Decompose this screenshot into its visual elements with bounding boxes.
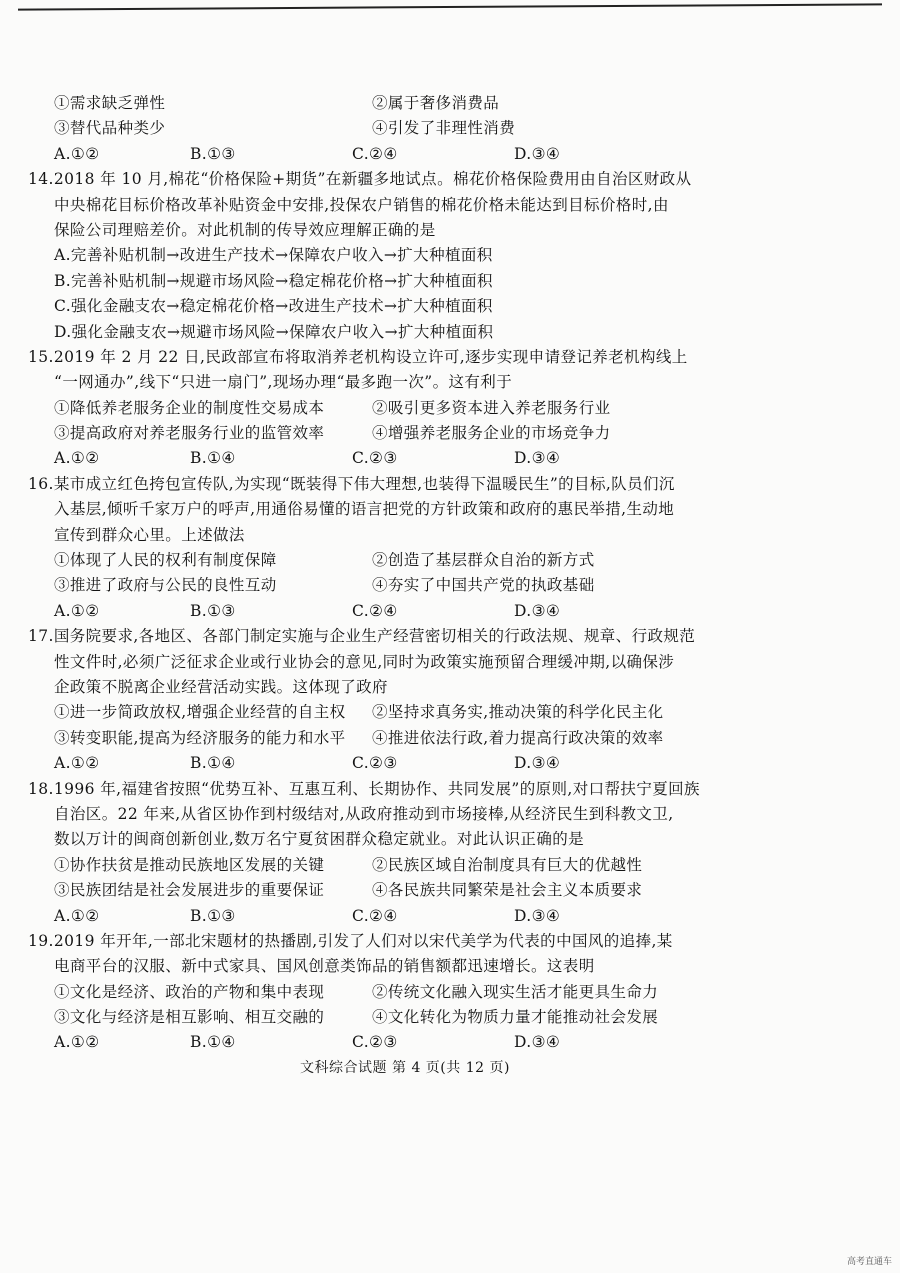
q18-items-row-2 [28, 878, 858, 903]
corner-watermark: 高考直通车 [846, 1257, 892, 1267]
q15-option-3: ③提高政府对养老服务行业的监管效率 [54, 424, 325, 443]
choice-d: D.③④ [514, 1033, 561, 1052]
q16-items-row-1 [28, 548, 858, 573]
page-number-label: 文科综合试题 第 4 页(共 12 页) [300, 1060, 510, 1076]
q18-option-4: ④各民族共同繁荣是社会主义本质要求 [372, 881, 643, 900]
choice-c: C.②③ [352, 754, 398, 773]
q16-items-row-2 [28, 573, 858, 598]
q15-items-row-1 [28, 396, 858, 421]
q17-stem-line-1: 17.国务院要求,各地区、各部门制定实施与企业生产经营密切相关的行政法规、规章、行政规范 [28, 627, 696, 646]
q16-option-4: ④夯实了中国共产党的执政基础 [372, 576, 595, 595]
q18-choices [28, 904, 858, 929]
q18-stem-line-3: 数以万计的闽商创新创业,数万名宁夏贫困群众稳定就业。对此认识正确的是 [54, 830, 585, 849]
q17-option-4: ④推进依法行政,着力提高行政决策的效率 [372, 728, 664, 747]
q17-choices [28, 751, 858, 776]
q13-choices [28, 142, 858, 167]
q17-option-1: ①进一步简政放权,增强企业经营的自主权 [54, 703, 346, 722]
choice-c: C.②③ [352, 449, 398, 468]
choice-b: B.①④ [190, 754, 236, 773]
q19-stem-line-2: 电商平台的汉服、新中式家具、国风创意类饰品的销售额都迅速增长。这表明 [54, 957, 595, 976]
q15-option-1: ①降低养老服务企业的制度性交易成本 [54, 398, 325, 417]
q17-stem-line-2: 性文件时,必须广泛征求企业或行业协会的意见,同时为政策实施预留合理缓冲期,以确保涉 [54, 652, 675, 671]
choice-c: C.②④ [352, 144, 398, 163]
q14-stem-line-3: 保险公司理赔差价。对此机制的传导效应理解正确的是 [54, 220, 436, 239]
q14-choice-b: B.完善补贴机制→规避市场风险→稳定棉花价格→扩大种植面积 [54, 271, 493, 290]
q19-stem-line-1: 19.2019 年开年,一部北宋题材的热播剧,引发了人们对以宋代美学为代表的中国风的追捧,某 [28, 931, 673, 950]
q19-items-row-1 [28, 980, 858, 1005]
choice-d: D.③④ [514, 144, 561, 163]
choice-c: C.②④ [352, 601, 398, 620]
q13-option-1: ①需求缺乏弹性 [54, 94, 166, 112]
q13-items-row-1 [28, 91, 858, 116]
q16-stem-line-3: 宣传到群众心里。上述做法 [54, 525, 245, 544]
q17-items-row-1 [28, 700, 858, 725]
q15-choices [28, 446, 858, 471]
q14-stem-line-2: 中央棉花目标价格改革补贴资金中安排,投保农户销售的棉花价格未能达到目标价格时,由 [54, 195, 669, 214]
q18-items-row-1 [28, 853, 858, 878]
q18-stem-line-1: 18.1996 年,福建省按照“优势互补、互惠互利、长期协作、共同发展”的原则,对口帮扶宁夏回族 [28, 779, 700, 798]
q13-option-4: ④引发了非理性消费 [372, 119, 516, 138]
q14-choice-a: A.完善补贴机制→改进生产技术→保障农户收入→扩大种植面积 [54, 246, 493, 265]
q15-option-4: ④增强养老服务企业的市场竞争力 [372, 424, 611, 443]
choice-a: A.①② [54, 1033, 100, 1052]
q13-items-row-2 [28, 116, 858, 141]
choice-a: A.①② [54, 754, 100, 773]
q19-choices [28, 1030, 858, 1055]
choice-a: A.①② [54, 906, 100, 925]
choice-a: A.①② [54, 449, 100, 468]
q16-option-1: ①体现了人民的权利有制度保障 [54, 551, 277, 570]
choice-b: B.①③ [190, 144, 236, 163]
choice-a: A.①② [54, 144, 100, 163]
q19-items-row-2 [28, 1005, 858, 1030]
q15-option-2: ②吸引更多资本进入养老服务行业 [372, 398, 611, 417]
choice-d: D.③④ [514, 754, 561, 773]
q17-option-3: ③转变职能,提高为经济服务的能力和水平 [54, 728, 346, 747]
q17-items-row-2 [28, 726, 858, 751]
q16-choices [28, 599, 858, 624]
q19-option-4: ④文化转化为物质力量才能推动社会发展 [372, 1008, 659, 1027]
choice-b: B.①④ [190, 449, 236, 468]
q15-stem-line-1: 15.2019 年 2 月 22 日,民政部宣布将取消养老机构设立许可,逐步实现申请登记养老机构线上 [28, 347, 688, 366]
q15-stem-line-2: “一网通办”,线下“只进一扇门”,现场办理“最多跑一次”。这有利于 [54, 373, 513, 392]
q17-option-2: ②坚持求真务实,推动决策的科学化民主化 [372, 703, 664, 722]
q13-option-2: ②属于奢侈消费品 [372, 94, 500, 112]
page-footer [0, 1057, 900, 1077]
q16-stem-line-2: 入基层,倾听千家万户的呼声,用通俗易懂的语言把党的方针政策和政府的惠民举措,生动地 [54, 500, 675, 519]
choice-b: B.①④ [190, 1033, 236, 1052]
q19-option-2: ②传统文化融入现实生活才能更具生命力 [372, 982, 659, 1001]
q16-option-2: ②创造了基层群众自治的新方式 [372, 551, 595, 570]
choice-c: C.②③ [352, 1033, 398, 1052]
q15-items-row-2 [28, 421, 858, 446]
q14-choice-d: D.强化金融支农→规避市场风险→保障农户收入→扩大种植面积 [54, 322, 494, 341]
q14-stem-line-1: 14.2018 年 10 月,棉花“价格保险+期货”在新疆多地试点。棉花价格保险费用由自治区财政从 [28, 170, 692, 189]
choice-c: C.②④ [352, 906, 398, 925]
q13-option-3: ③替代品种类少 [54, 119, 166, 138]
q14-choice-c: C.强化金融支农→稳定棉花价格→改进生产技术→扩大种植面积 [54, 297, 493, 316]
top-rule [18, 3, 882, 10]
choice-a: A.①② [54, 601, 100, 620]
q19-option-1: ①文化是经济、政治的产物和集中表现 [54, 982, 325, 1001]
q18-option-2: ②民族区域自治制度具有巨大的优越性 [372, 855, 643, 874]
choice-b: B.①③ [190, 906, 236, 925]
choice-d: D.③④ [514, 601, 561, 620]
q19-option-3: ③文化与经济是相互影响、相互交融的 [54, 1008, 325, 1027]
q16-stem-line-1: 16.某市成立红色挎包宣传队,为实现“既装得下伟大理想,也装得下温暖民生”的目标,队员们沉 [28, 474, 675, 493]
choice-b: B.①③ [190, 601, 236, 620]
q17-stem-line-3: 企政策不脱离企业经营活动实践。这体现了政府 [54, 677, 388, 696]
choice-d: D.③④ [514, 449, 561, 468]
q18-option-1: ①协作扶贫是推动民族地区发展的关键 [54, 855, 325, 874]
q18-stem-line-2: 自治区。22 年来,从省区协作到村级结对,从政府推动到市场接棒,从经济民生到科教文卫, [54, 804, 674, 823]
q18-option-3: ③民族团结是社会发展进步的重要保证 [54, 881, 325, 900]
choice-d: D.③④ [514, 906, 561, 925]
exam-content [28, 91, 858, 1056]
q16-option-3: ③推进了政府与公民的良性互动 [54, 576, 277, 595]
